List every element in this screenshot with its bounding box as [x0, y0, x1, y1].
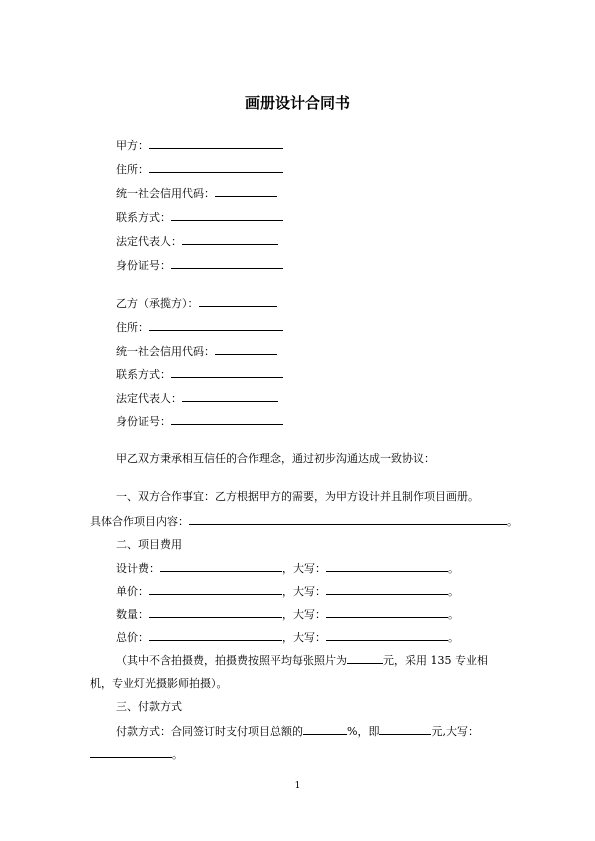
party-b-legal-rep-blank[interactable] — [182, 391, 278, 402]
quantity-blank[interactable] — [149, 607, 282, 618]
party-b-name-row — [116, 296, 277, 311]
party-b-name-blank[interactable] — [199, 296, 277, 307]
party-a-name-row — [116, 138, 283, 153]
party-b-id-row — [116, 414, 283, 429]
party-a-contact-row — [116, 210, 283, 225]
quantity-capital-label: ，大写： — [282, 608, 326, 621]
unit-price-capital-blank[interactable] — [326, 584, 448, 595]
design-fee-row — [116, 561, 459, 576]
payment-capital-blank[interactable] — [90, 747, 172, 758]
total-row — [116, 630, 459, 645]
design-fee-capital-label: ，大写： — [282, 562, 326, 575]
party-a-name-blank[interactable] — [149, 138, 283, 149]
party-a-id-label: 身份证号： — [116, 259, 171, 272]
party-b-address-blank[interactable] — [149, 320, 283, 331]
contract-title: 画册设计合同书 — [244, 94, 350, 112]
party-a-legal-rep-label: 法定代表人： — [116, 235, 182, 248]
party-a-legal-rep-blank[interactable] — [182, 234, 278, 245]
note-text-b: 元，采用 135 专业相 — [383, 654, 488, 667]
party-a-address-label: 住所： — [116, 163, 149, 176]
party-b-address-row — [116, 320, 283, 335]
total-capital-blank[interactable] — [326, 630, 448, 641]
section-2-note-line-2: 机，专业灯光摄影师拍摄）。 — [90, 677, 228, 690]
design-fee-label: 设计费： — [116, 562, 160, 575]
party-b-credit-code-label: 统一社会信用代码： — [116, 345, 215, 358]
page-number: 1 — [294, 781, 301, 791]
payment-terms-row — [116, 724, 479, 739]
party-a-credit-code-blank[interactable] — [215, 186, 277, 197]
party-a-name-label: 甲方： — [116, 139, 149, 152]
unit-price-capital-label: ，大写： — [282, 585, 326, 598]
unit-price-blank[interactable] — [149, 584, 282, 595]
payment-capital-row — [90, 747, 183, 762]
intro-paragraph: 甲乙双方秉承相互信任的合作理念，通过初步沟通达成一致协议： — [116, 452, 435, 465]
party-a-id-blank[interactable] — [171, 258, 283, 269]
party-b-legal-rep-row — [116, 391, 278, 406]
unit-price-end: 。 — [448, 585, 459, 598]
section-1-content-row — [90, 514, 518, 529]
total-capital-label: ，大写： — [282, 631, 326, 644]
payment-amount-blank[interactable] — [379, 724, 431, 735]
section-1-content-blank[interactable] — [189, 514, 507, 525]
section-1-text: 一、双方合作事宜：乙方根据甲方的需要，为甲方设计并且制作项目画册。 — [116, 490, 479, 503]
payment-text-a: 付款方式：合同签订时支付项目总额的 — [116, 725, 303, 738]
design-fee-capital-blank[interactable] — [326, 561, 448, 572]
party-b-credit-code-row — [116, 344, 277, 359]
party-b-legal-rep-label: 法定代表人： — [116, 392, 182, 405]
section-2-heading: 二、项目费用 — [116, 538, 182, 551]
quantity-capital-blank[interactable] — [326, 607, 448, 618]
total-end: 。 — [448, 631, 459, 644]
party-b-id-label: 身份证号： — [116, 415, 171, 428]
unit-price-row — [116, 584, 459, 599]
section-1-content-label: 具体合作项目内容： — [90, 515, 189, 528]
payment-text-c: 元,大写： — [431, 725, 479, 738]
note-text-a: （其中不含拍摄费，拍摄费按照平均每张照片为 — [116, 654, 347, 667]
total-blank[interactable] — [149, 630, 282, 641]
party-a-contact-blank[interactable] — [171, 210, 283, 221]
section-3-heading: 三、付款方式 — [116, 700, 182, 713]
section-2-note-line-1 — [116, 653, 488, 668]
design-fee-blank[interactable] — [160, 561, 282, 572]
quantity-label: 数量： — [116, 608, 149, 621]
party-a-credit-code-row — [116, 186, 277, 201]
quantity-row — [116, 607, 459, 622]
party-b-credit-code-blank[interactable] — [215, 344, 277, 355]
party-b-contact-row — [116, 367, 283, 382]
unit-price-label: 单价： — [116, 585, 149, 598]
party-b-address-label: 住所： — [116, 321, 149, 334]
party-a-contact-label: 联系方式： — [116, 211, 171, 224]
payment-text-b: %，即 — [347, 725, 380, 738]
party-a-credit-code-label: 统一社会信用代码： — [116, 187, 215, 200]
party-b-contact-label: 联系方式： — [116, 368, 171, 381]
party-a-id-row — [116, 258, 283, 273]
party-a-address-blank[interactable] — [149, 162, 283, 173]
photo-price-blank[interactable] — [347, 653, 383, 664]
party-a-address-row — [116, 162, 283, 177]
party-b-contact-blank[interactable] — [171, 367, 283, 378]
section-1-end: 。 — [507, 515, 518, 528]
party-b-name-label: 乙方（承揽方）： — [116, 297, 199, 310]
design-fee-end: 。 — [448, 562, 459, 575]
quantity-end: 。 — [448, 608, 459, 621]
total-label: 总价： — [116, 631, 149, 644]
payment-percent-blank[interactable] — [303, 724, 347, 735]
party-b-id-blank[interactable] — [171, 414, 283, 425]
party-a-legal-rep-row — [116, 234, 278, 249]
payment-end: 。 — [172, 748, 183, 761]
